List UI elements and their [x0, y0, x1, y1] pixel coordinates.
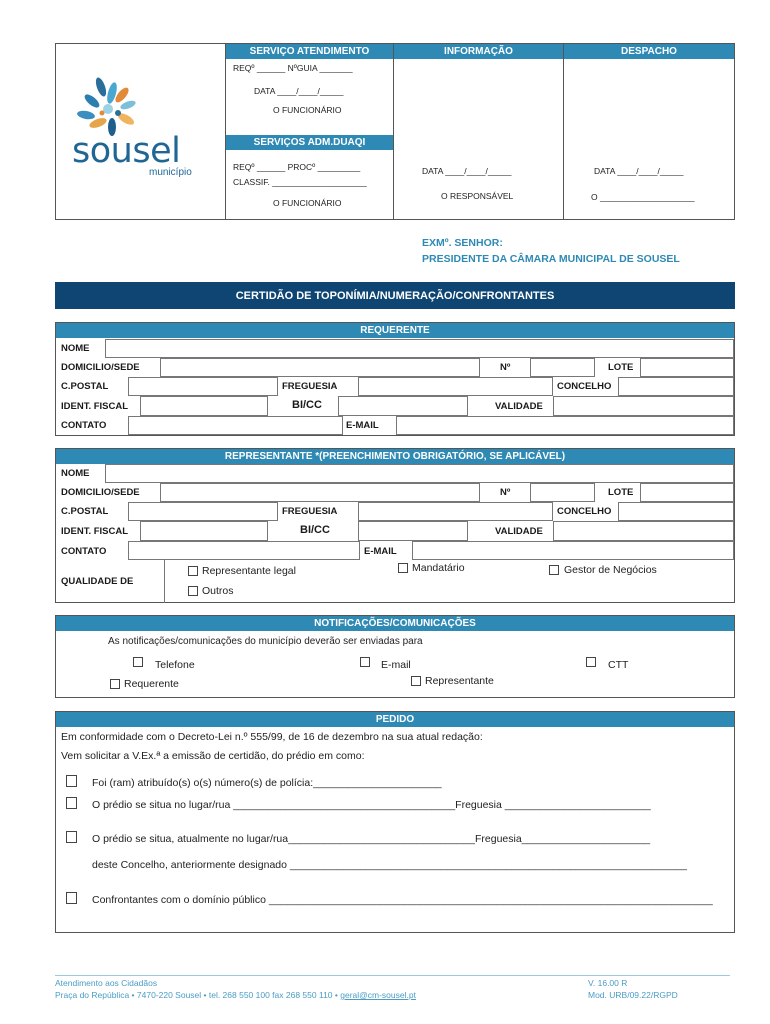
pedido-header: PEDIDO	[56, 712, 734, 727]
req-lote-label: LOTE	[608, 362, 634, 373]
rep-opt-legal-label: Representante legal	[202, 565, 296, 577]
form-title: CERTIDÃO DE TOPONÍMIA/NUMERAÇÃO/CONFRONTANTES	[55, 282, 735, 309]
req-domicilio-label: DOMICILIO/SEDE	[61, 362, 140, 373]
logo-wordmark: sousel	[72, 131, 181, 171]
pedido-opt2-text: O prédio se situa no lugar/rua ______________________________________Freguesia _________________________	[92, 799, 651, 811]
logo-subtitle: município	[149, 167, 192, 178]
req-concelho-field[interactable]	[618, 377, 734, 396]
req-contato-field[interactable]	[128, 416, 343, 435]
pedido-opt4-text: Confrontantes com o domínio público ____________________________________________________________________________	[92, 894, 713, 906]
rep-concelho-label: CONCELHO	[557, 506, 612, 517]
representante-header: REPRESENTANTE *(PREENCHIMENTO OBRIGATÓRIO, SE APLICÁVEL)	[56, 449, 734, 464]
req-cpostal-label: C.POSTAL	[61, 381, 109, 392]
req-concelho-label: CONCELHO	[557, 381, 612, 392]
req-freguesia-field[interactable]	[358, 377, 553, 396]
pedido-opt4-checkbox[interactable]	[66, 892, 77, 904]
notif-telefone-checkbox[interactable]	[133, 657, 143, 667]
req-nome-label: NOME	[61, 343, 90, 354]
despacho-divider	[563, 43, 564, 220]
notif-telefone-label: Telefone	[155, 659, 195, 671]
logo-divider	[225, 43, 226, 220]
notif-email-label: E-mail	[381, 659, 411, 671]
rep-freguesia-field[interactable]	[358, 502, 553, 521]
req-ident-fiscal-label: IDENT. FISCAL	[61, 401, 129, 412]
req-domicilio-field[interactable]	[160, 358, 480, 377]
rep-nome-label: NOME	[61, 468, 90, 479]
despacho-data-line: DATA ____/____/_____	[594, 166, 684, 176]
funcionario-label: O FUNCIONÁRIO	[273, 105, 342, 115]
req-email-label: E-MAIL	[346, 420, 379, 431]
req-validade-label: VALIDADE	[495, 401, 543, 412]
notificacoes-intro: As notificações/comunicações do município deverão ser enviadas para	[108, 636, 423, 647]
notif-email-checkbox[interactable]	[360, 657, 370, 667]
req-bicc-field[interactable]	[338, 396, 468, 416]
data-line: DATA ____/____/_____	[254, 86, 344, 96]
req-proc-line: REQº ______ PROCº _________	[233, 162, 361, 172]
footer-rule	[55, 975, 730, 976]
req-ident-fiscal-field[interactable]	[140, 396, 268, 416]
req-nome-field[interactable]	[105, 339, 734, 358]
pedido-opt2-checkbox[interactable]	[66, 797, 77, 809]
classif-line: CLASSIF. ____________________	[233, 177, 367, 187]
servicos-adm-header: SERVIÇOS ADM.DUAQI	[226, 135, 393, 150]
notif-representante-checkbox[interactable]	[411, 676, 421, 686]
rep-bicc-field[interactable]	[358, 521, 468, 541]
notif-requerente-label: Requerente	[124, 678, 179, 690]
footer-line-1: Atendimento aos Cidadãos	[55, 978, 158, 988]
footer-mod: Mod. URB/09.22/RGPD	[588, 990, 678, 1000]
rep-lote-field[interactable]	[640, 483, 734, 502]
rep-cpostal-label: C.POSTAL	[61, 506, 109, 517]
rep-email-field[interactable]	[412, 541, 734, 560]
rep-freguesia-label: FREGUESIA	[282, 506, 338, 517]
pedido-opt1-checkbox[interactable]	[66, 775, 77, 787]
despacho-signature-line: O ____________________	[591, 192, 695, 202]
pedido-opt1-text: Foi (ram) atribuído(s) o(s) número(s) de polícia:______________________	[92, 777, 442, 789]
footer-version: V. 16.00 R	[588, 978, 628, 988]
address-line-1: EXMº. SENHOR:	[422, 237, 503, 249]
info-divider	[393, 43, 394, 220]
notificacoes-header: NOTIFICAÇÕES/COMUNICAÇÕES	[56, 616, 734, 631]
rep-domicilio-label: DOMICILIO/SEDE	[61, 487, 140, 498]
req-bicc-label: BI/CC	[292, 399, 322, 411]
rep-qualidade-label: QUALIDADE DE	[61, 576, 134, 587]
servico-atendimento-header: SERVIÇO ATENDIMENTO	[226, 44, 393, 59]
rep-opt-gestor-checkbox[interactable]	[549, 565, 559, 575]
req-cpostal-field[interactable]	[128, 377, 278, 396]
rep-concelho-field[interactable]	[618, 502, 734, 521]
rep-opt-outros-label: Outros	[202, 585, 234, 597]
responsavel-label: O RESPONSÁVEL	[441, 191, 514, 201]
req-guia-line: REQº ______ NºGUIA _______	[233, 63, 353, 73]
rep-contato-field[interactable]	[128, 541, 360, 560]
pedido-opt3-checkbox[interactable]	[66, 831, 77, 843]
req-validade-field[interactable]	[553, 396, 734, 416]
requerente-header: REQUERENTE	[56, 323, 734, 338]
rep-opt-outros-checkbox[interactable]	[188, 586, 198, 596]
funcionario-label-2: O FUNCIONÁRIO	[273, 198, 342, 208]
rep-opt-mandatario-checkbox[interactable]	[398, 563, 408, 573]
pedido-line-2: Vem solicitar a V.Ex.ª a emissão de certidão, do prédio em como:	[61, 750, 365, 762]
rep-ident-fiscal-field[interactable]	[140, 521, 268, 541]
notif-ctt-checkbox[interactable]	[586, 657, 596, 667]
rep-numero-label: Nº	[500, 487, 511, 498]
rep-opt-legal-checkbox[interactable]	[188, 566, 198, 576]
rep-validade-field[interactable]	[553, 521, 734, 541]
notif-requerente-checkbox[interactable]	[110, 679, 120, 689]
address-line-2: PRESIDENTE DA CÂMARA MUNICIPAL DE SOUSEL	[422, 253, 680, 265]
rep-opt-gestor-label: Gestor de Negócios	[564, 564, 657, 576]
logo-mark-icon	[74, 75, 144, 137]
req-lote-field[interactable]	[640, 358, 734, 377]
rep-ident-fiscal-label: IDENT. FISCAL	[61, 526, 129, 537]
rep-domicilio-field[interactable]	[160, 483, 480, 502]
rep-cpostal-field[interactable]	[128, 502, 278, 521]
req-freguesia-label: FREGUESIA	[282, 381, 338, 392]
footer-email-link[interactable]: geral@cm-sousel.pt	[340, 990, 416, 1000]
req-email-field[interactable]	[396, 416, 734, 435]
rep-contato-label: CONTATO	[61, 546, 107, 557]
rep-nome-field[interactable]	[105, 464, 734, 483]
despacho-header: DESPACHO	[564, 44, 734, 59]
pedido-opt3-text: O prédio se situa, atualmente no lugar/rua________________________________Freguesia______________________	[92, 833, 651, 845]
rep-email-label: E-MAIL	[364, 546, 397, 557]
pedido-opt3b-text: deste Concelho, anteriormente designado ____________________________________________________________________	[92, 859, 687, 871]
req-numero-field[interactable]	[530, 358, 595, 377]
footer-line-2	[55, 990, 416, 1000]
informacao-header: INFORMAÇÃO	[394, 44, 563, 59]
notif-ctt-label: CTT	[608, 659, 629, 671]
rep-validade-label: VALIDADE	[495, 526, 543, 537]
logo	[68, 75, 213, 185]
rep-lote-label: LOTE	[608, 487, 634, 498]
info-data-line: DATA ____/____/_____	[422, 166, 512, 176]
rep-numero-field[interactable]	[530, 483, 595, 502]
pedido-line-1: Em conformidade com o Decreto-Lei n.º 555/99, de 16 de dezembro na sua atual redação:	[61, 731, 483, 743]
req-numero-label: Nº	[500, 362, 511, 373]
notif-representante-label: Representante	[425, 675, 494, 687]
rep-opt-mandatario-label: Mandatário	[412, 562, 465, 574]
req-contato-label: CONTATO	[61, 420, 107, 431]
footer-address: Praça do República • 7470-220 Sousel • tel. 268 550 100 fax 268 550 110 •	[55, 990, 341, 1000]
rep-bicc-label: BI/CC	[300, 524, 330, 536]
